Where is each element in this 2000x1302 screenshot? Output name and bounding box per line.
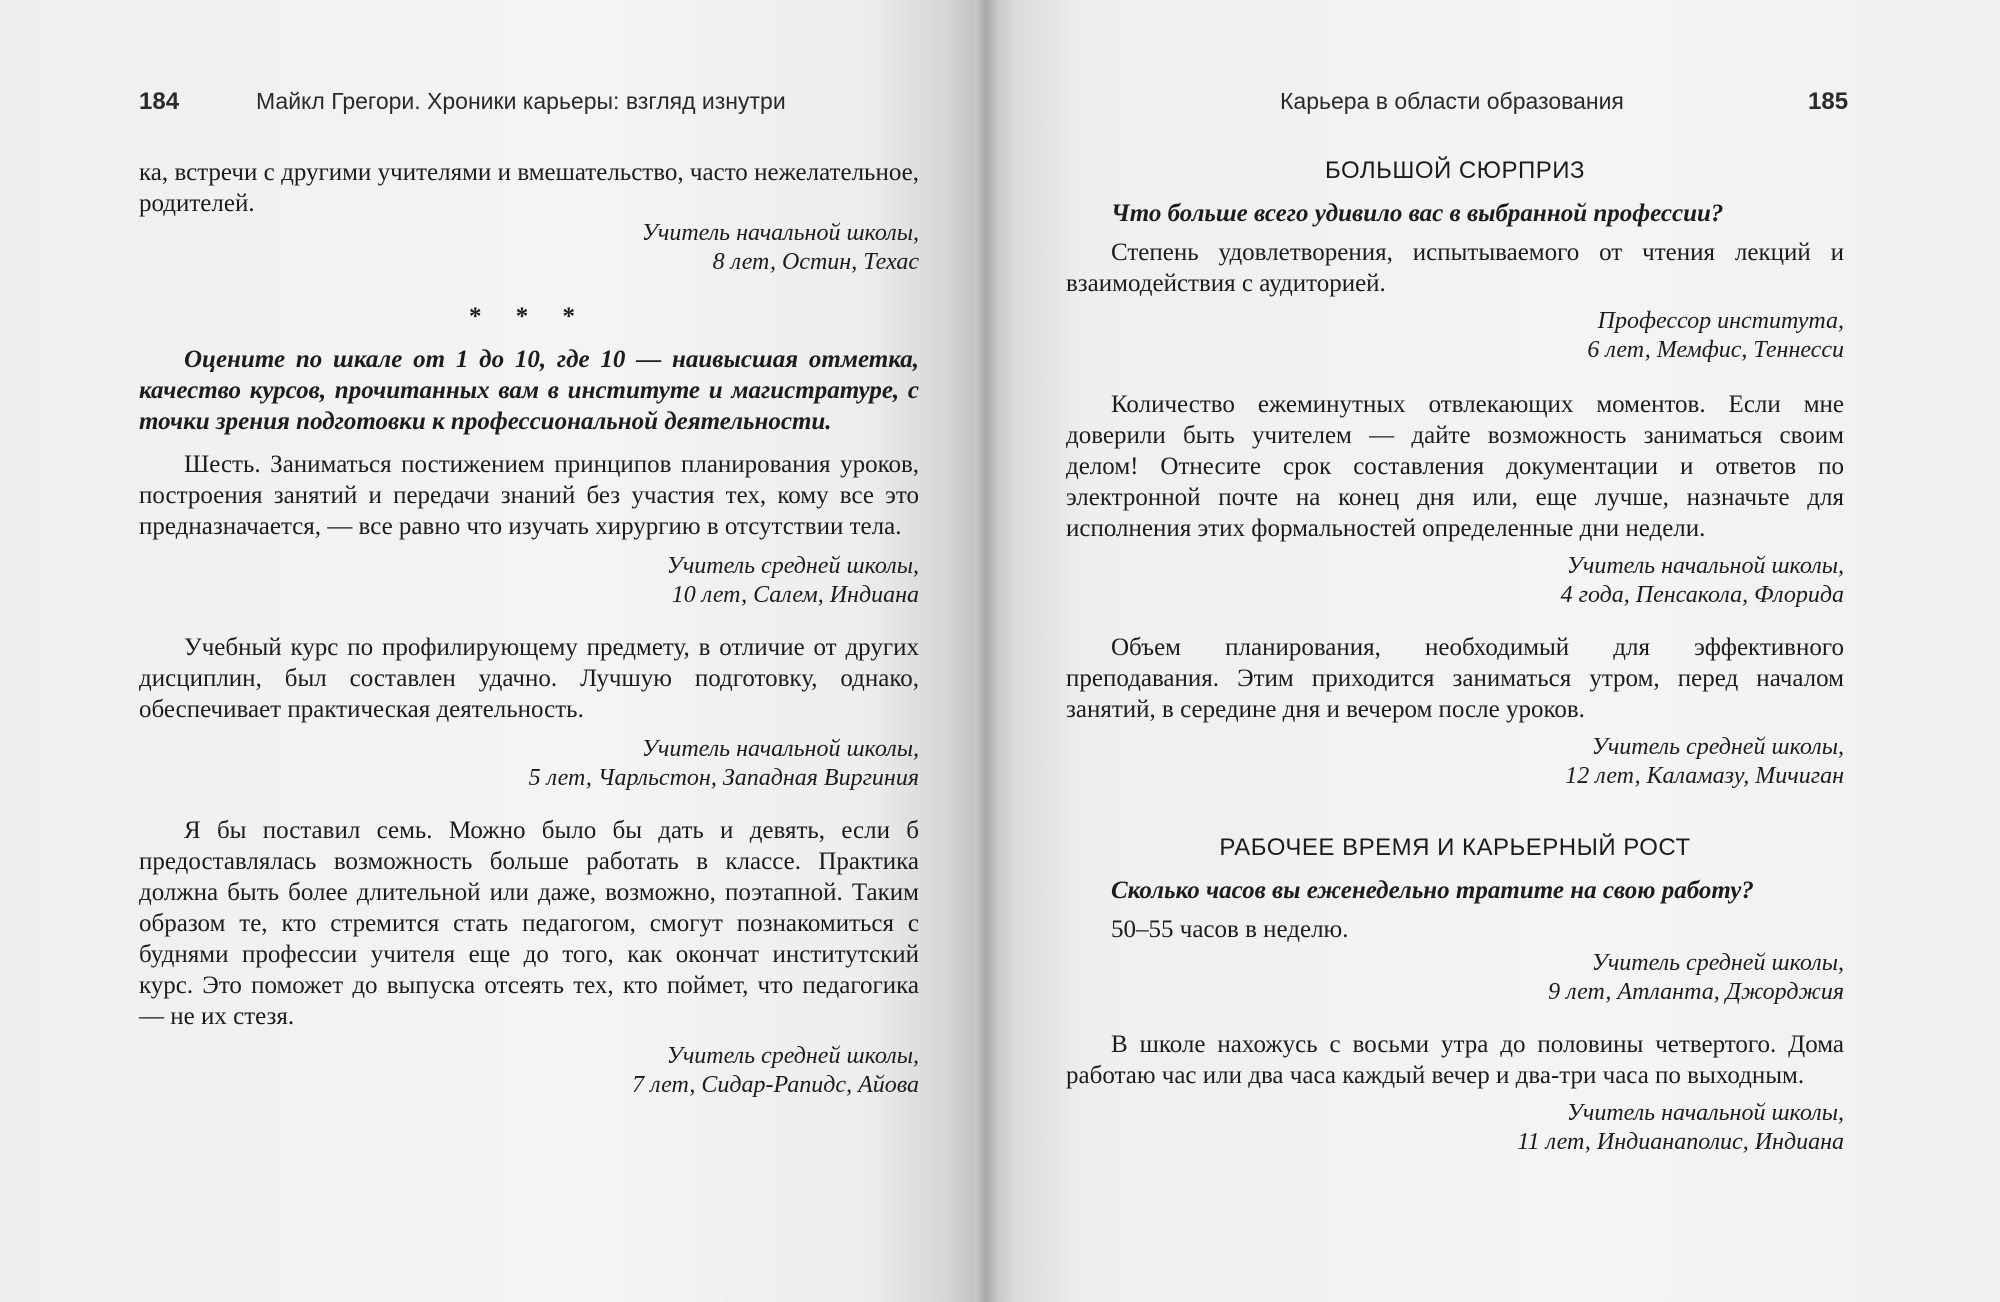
attribution: Учитель средней школы, 7 лет, Сидар-Рапидс, Айова: [632, 1043, 919, 1098]
question: Что больше всего удивило вас в выбранной профессии?: [1111, 200, 1724, 227]
answer-text: 50–55 часов в неделю.: [1111, 916, 1349, 943]
attribution: Учитель начальной школы, 5 лет, Чарльстон, Западная Виргиния: [528, 736, 919, 791]
page-number-right: 185: [1808, 88, 1849, 115]
attribution: Учитель средней школы, 9 лет, Атланта, Джорджия: [1548, 950, 1844, 1005]
question: Сколько часов вы еженедельно тратите на свою работу?: [1111, 877, 1754, 904]
attribution: Профессор института, 6 лет, Мемфис, Теннесси: [1587, 308, 1844, 363]
book-gutter: [975, 0, 997, 1302]
answer-text: Объем планирования, необходимый для эффективного преподавания. Этим приходится заниматься утром, перед началом занятий, в середине дня и вечером после уроков.: [1066, 634, 1844, 723]
answer-text: Учебный курс по профилирующему предмету, в отличие от других дисциплин, был составлен удачно. Лучшую подготовку, однако, обеспечивает практическая деятельность.: [139, 634, 919, 723]
left-page: [0, 0, 985, 1302]
continuation-text: ка, встречи с другими учителями и вмешательство, часто нежелательное, родителей.: [139, 159, 919, 217]
right-column: [1066, 156, 1844, 1157]
attribution: Учитель начальной школы, 4 года, Пенсакола, Флорида: [1560, 553, 1844, 608]
answer-text: Степень удовлетворения, испытываемого от чтения лекций и взаимодействия с аудиторией.: [1066, 239, 1844, 297]
answer-text: В школе нахожусь с восьми утра до половины четвертого. Дома работаю час или два часа каждый вечер и два-три часа по выходным.: [1066, 1031, 1844, 1089]
attribution: Учитель начальной школы, 11 лет, Индианаполис, Индиана: [1517, 1100, 1844, 1155]
attribution: Учитель средней школы, 10 лет, Салем, Индиана: [666, 553, 919, 608]
attribution: Учитель средней школы, 12 лет, Каламазу, Мичиган: [1565, 734, 1844, 789]
answer-text: Количество ежеминутных отвлекающих моментов. Если мне доверили быть учителем — дайте возможность заниматься своим делом! Отнесите срок составления документации и ответов по электронной почте на конец дня или, еще лучше, назначьте для исполнения этих формальностей определенные дни недели.: [1066, 391, 1844, 542]
section-heading: РАБОЧЕЕ ВРЕМЯ И КАРЬЕРНЫЙ РОСТ: [1219, 834, 1691, 861]
attribution: Учитель начальной школы, 8 лет, Остин, Техас: [641, 220, 919, 275]
section-heading: БОЛЬШОЙ СЮРПРИЗ: [1324, 157, 1586, 184]
answer-text: Шесть. Заниматься постижением принципов планирования уроков, построения занятий и передачи знаний без участия тех, кому все это предназначается, — все равно что изучать хирургию в отсутствии тела.: [139, 451, 919, 540]
running-title-right: Карьера в области образования: [1280, 88, 1624, 114]
question: Оцените по шкале от 1 до 10, где 10 — наивысшая отметка, качество курсов, прочитанных вам в институте и магистратуре, с точки зрения подготовки к профессиональной деятельности.: [139, 346, 919, 435]
running-title-left: Майкл Грегори. Хроники карьеры: взгляд изнутри: [256, 88, 786, 114]
page-number-left: 184: [139, 88, 180, 115]
answer-text: Я бы поставил семь. Можно было бы дать и девять, если б предоставлялась возможность больше работать в классе. Практика должна быть более длительной или даже, возможно, поэтапной. Таким образом те, кто стремится стать педагогом, смогут познакомиться с буднями профессии учителя еще до того, как окончат институтский курс. Это поможет до выпуска отсеять тех, кто поймет, что педагогика — не их стезя.: [139, 817, 919, 1030]
left-column: [139, 157, 919, 1100]
section-separator: * * *: [469, 303, 589, 330]
